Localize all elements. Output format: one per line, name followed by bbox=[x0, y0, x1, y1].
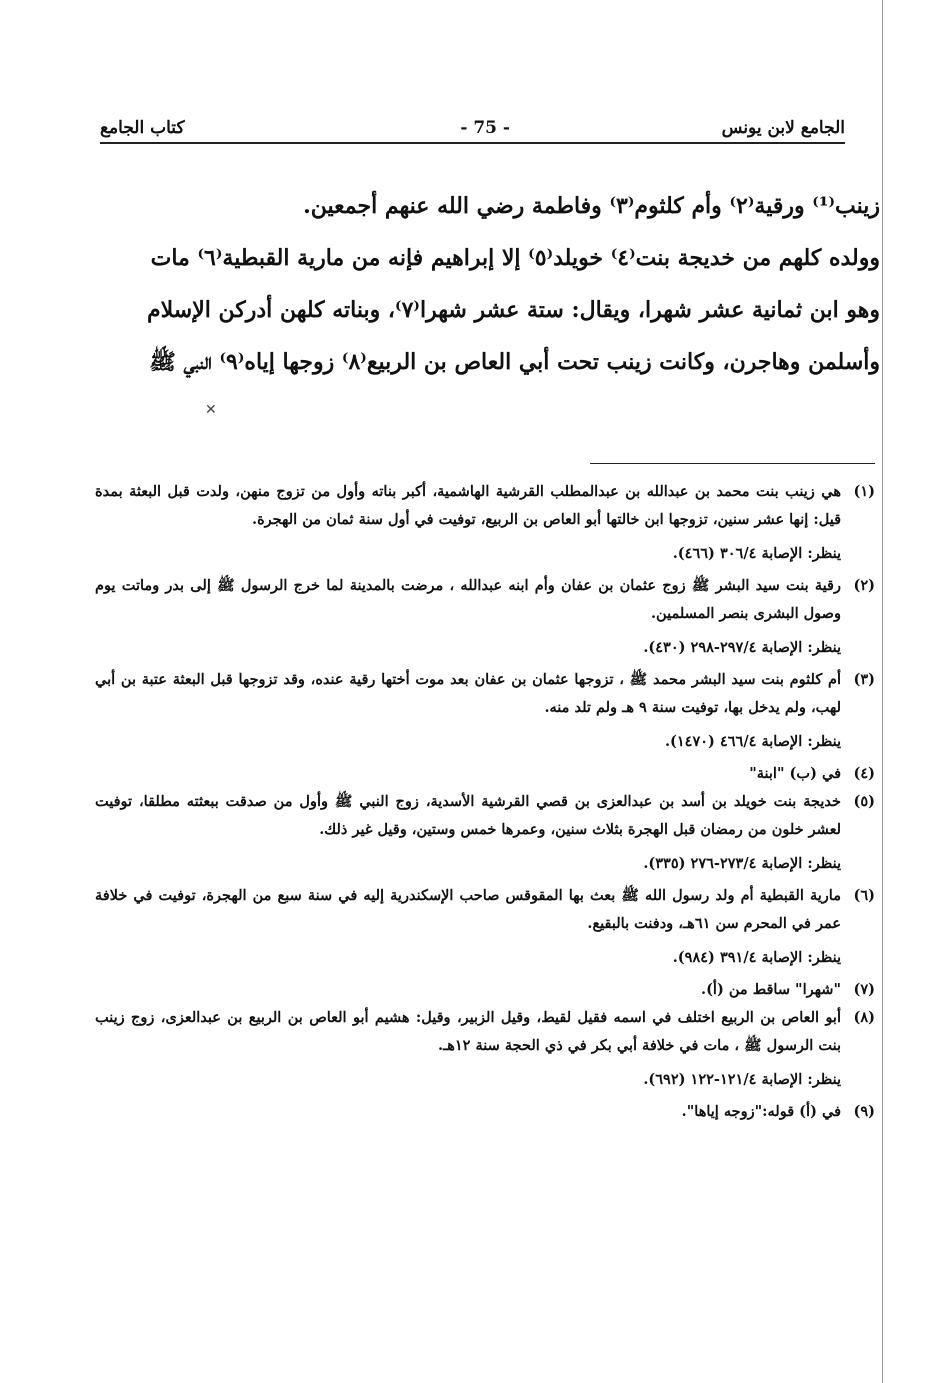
footnote-reference: ينظر: الإصابة ١٢١/٤-١٢٢ (٦٩٢). bbox=[643, 1071, 841, 1088]
footnote-text: مارية القبطية أم ولد رسول الله ﷺ بعث بها المقوقس صاحب الإسكندرية إليه في سنة سبع من الهجرة، توفيت في خلافة عمر في المحرم سن ٦١هـ، ودفنت بالبقيع. bbox=[95, 887, 841, 932]
scan-mark: ✕ bbox=[205, 402, 217, 418]
main-text bbox=[90, 180, 880, 388]
footnote-text: "شهرا" ساقط من (أ). bbox=[701, 981, 841, 998]
footnote-number: (٦) bbox=[853, 887, 875, 904]
footnote bbox=[95, 666, 875, 722]
header-rule bbox=[100, 142, 845, 144]
footnote-separator bbox=[590, 463, 875, 464]
footnote-reference: ينظر: الإصابة ٤٦٦/٤ (١٤٧٠). bbox=[664, 733, 841, 750]
footnote bbox=[95, 882, 875, 938]
footnote bbox=[95, 1098, 875, 1126]
footnote bbox=[95, 976, 875, 1004]
header-chapter-title: كتاب الجامع bbox=[100, 118, 185, 138]
footnote-text: أم كلثوم بنت سيد البشر محمد ﷺ ، تزوجها عثمان بن عفان بعد موت أختها رقية عنده، وقد تزوجها قبل البعثة عتبة بن أبي لهب، ولم يدخل بها، توفيت سنة ٩ هـ ولم تلد منه. bbox=[95, 671, 841, 716]
main-line: زينب⁽¹⁾ ورقية⁽٢⁾ وأم كلثوم⁽٣⁾ وفاطمة رضي الله عنهم أجمعين. bbox=[303, 193, 880, 219]
page-number: - 75 - bbox=[460, 118, 510, 138]
footnote-number: (٤) bbox=[853, 765, 875, 782]
footnote-number: (٧) bbox=[853, 981, 875, 998]
page-edge-line bbox=[882, 0, 883, 1383]
footnote-number: (٥) bbox=[853, 793, 875, 810]
footnote-reference: ينظر: الإصابة ٣٩١/٤ (٩٨٤). bbox=[672, 949, 841, 966]
footnote-number: (١) bbox=[853, 483, 875, 500]
main-line: وأسلمن وهاجرن، وكانت زينب تحت أبي العاص بن الربيع⁽٨⁾ زوجها إياه⁽٩⁾ النبي ﷺ bbox=[149, 349, 880, 375]
footnote-text: رقية بنت سيد البشر ﷺ زوج عثمان بن عفان وأم ابنه عبدالله ، مرضت بالمدينة لما خرج الرسول ﷺ إلى بدر وماتت يوم وصول البشرى بنصر المسلمين. bbox=[95, 577, 841, 622]
footnote-text: في (أ) قوله:"زوجه إياها". bbox=[681, 1103, 841, 1120]
footnote bbox=[95, 788, 875, 844]
footnote-text: في (ب) "ابنة" bbox=[749, 765, 841, 782]
footnote-reference: ينظر: الإصابة ٣٠٦/٤ (٤٦٦). bbox=[672, 545, 841, 562]
header-book-title: الجامع لابن يونس bbox=[721, 118, 845, 138]
main-line: وولده كلهم من خديجة بنت⁽٤⁾ خويلد⁽٥⁾ إلا إبراهيم فإنه من مارية القبطية⁽٦⁾ مات bbox=[150, 245, 880, 271]
footnote-text: هي زينب بنت محمد بن عبدالله بن عبدالمطلب القرشية الهاشمية، أكبر بناته وأول من تزوج منهن، ولدت قبل البعثة بمدة قيل: إنها عشر سنين، تزوجها ابن خالتها أبو العاص بن الربيع، توفيت في أول سنة ثمان من الهجرة. bbox=[95, 483, 841, 528]
footnote-number: (٢) bbox=[853, 577, 875, 594]
footnote-number: (٩) bbox=[853, 1103, 875, 1120]
footnote-number: (٨) bbox=[853, 1009, 875, 1026]
footnote-reference: ينظر: الإصابة ٢٧٣/٤-٢٧٦ (٣٣٥). bbox=[643, 855, 841, 872]
footnote-text: خديجة بنت خويلد بن أسد بن عبدالعزى بن قصي القرشية الأسدية، زوج النبي ﷺ وأول من صدقت ببعثته مطلقا، توفيت لعشر خلون من رمضان قبل الهجرة بثلاث سنين، وعمرها خمس وستين، وقيل غير ذلك. bbox=[95, 793, 841, 838]
footnote-number: (٣) bbox=[853, 671, 875, 688]
footnote bbox=[95, 1004, 875, 1060]
footnote bbox=[95, 478, 875, 534]
footnote bbox=[95, 572, 875, 628]
footnote-reference: ينظر: الإصابة ٢٩٧/٤-٢٩٨ (٤٣٠). bbox=[643, 639, 841, 656]
footnote bbox=[95, 760, 875, 788]
footnote-text: أبو العاص بن الربيع اختلف في اسمه فقيل لقيط، وقيل الزبير، وقيل: هشيم أبو العاص بن الربيع بن عبدالعزى، زوج زينب بنت الرسول ﷺ ، مات في خلافة أبي بكر في ذي الحجة سنة ١٢هـ. bbox=[95, 1009, 841, 1054]
main-line: وهو ابن ثمانية عشر شهرا، ويقال: ستة عشر شهرا⁽٧⁾، وبناته كلهن أدركن الإسلام bbox=[147, 297, 880, 323]
footnotes bbox=[95, 478, 875, 1126]
